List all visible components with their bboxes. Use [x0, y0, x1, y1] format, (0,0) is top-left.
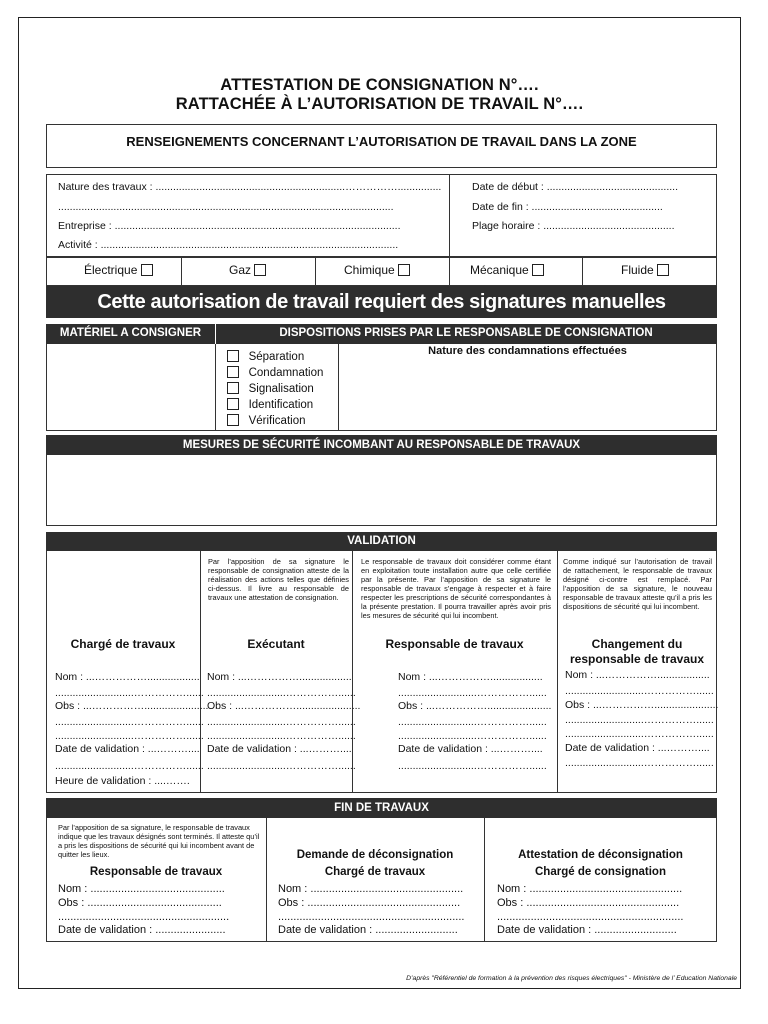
fin-divider: [266, 818, 267, 942]
validation-col2-line[interactable]: ...........................……………......: [207, 687, 356, 699]
risk-divider: [315, 257, 316, 286]
disposition-verification[interactable]: [227, 414, 305, 427]
checkbox-fluide[interactable]: [657, 264, 669, 276]
validation-col2-line[interactable]: ...........................……………......: [207, 716, 356, 728]
validation-col4-line[interactable]: Nom : ...……………..................: [565, 669, 710, 681]
info-header: RENSEIGNEMENTS CONCERNANT L’AUTORISATION DE TRAVAIL DANS LA ZONE: [126, 134, 637, 149]
fin-divider: [484, 818, 485, 942]
attestation-title: Attestation de déconsignation: [518, 849, 683, 861]
info-divider: [449, 174, 450, 257]
validation-col2-line[interactable]: Obs : ...……………......................: [207, 700, 361, 712]
responsable-paragraph: Le responsable de travaux doit considérer comme étant en exploitation toute installation autre que celle certifiée par la présente. Par l’apposition de sa signature le responsable de travaux s’engage à respecter et à faire respecter les prescriptions de sécurité correspondantes à la présente prestation. Il pourra travailler après avoir pris les mesures de sécurité qui lui incombent.: [361, 557, 551, 620]
demande-title: Demande de déconsignation: [296, 849, 454, 861]
attestation-subtitle: Chargé de consignation: [535, 866, 666, 878]
validation-col1-line[interactable]: Heure de validation : ....…….: [55, 775, 190, 787]
checkbox-electrique[interactable]: [141, 264, 153, 276]
validation-col3-line[interactable]: Obs : ...……………......................: [398, 700, 552, 712]
disposition-identification[interactable]: [227, 398, 313, 411]
validation-col1-line[interactable]: ...........................……………......: [55, 760, 204, 772]
validation-col3-line[interactable]: ...........................……………......: [398, 760, 547, 772]
validation-col1-line[interactable]: Obs : ...……………......................: [55, 700, 209, 712]
validation-col2-line[interactable]: Nom : ...……………..................: [207, 671, 352, 683]
date-fin-field[interactable]: Date de fin : .............................................: [472, 201, 663, 213]
risk-divider: [449, 257, 450, 286]
executant-title: Exécutant: [247, 637, 305, 651]
nature-field[interactable]: Nature des travaux : .................................................................……………...............: [58, 181, 442, 193]
validation-col1-line[interactable]: Nom : ...……………..................: [55, 671, 200, 683]
charge-travaux-title: Chargé de travaux: [70, 637, 176, 651]
validation-col3-line[interactable]: ...........................……………......: [398, 716, 547, 728]
dispositions-divider: [338, 344, 339, 431]
fin-travaux-header: FIN DE TRAVAUX: [46, 798, 717, 818]
risk-fluide[interactable]: [621, 263, 669, 277]
risk-label: Mécanique: [470, 263, 529, 277]
fin-col1-line[interactable]: Obs : ............................................: [58, 897, 222, 909]
risk-gaz[interactable]: [229, 263, 266, 277]
fin-col3-line[interactable]: Date de validation : ...........................: [497, 924, 677, 936]
disposition-signalisation[interactable]: [227, 382, 314, 395]
checkbox-separation[interactable]: [227, 350, 239, 362]
checkbox-mecanique[interactable]: [532, 264, 544, 276]
disposition-label: Signalisation: [248, 383, 314, 395]
validation-divider: [557, 551, 558, 793]
document-title-line1: ATTESTATION DE CONSIGNATION N°….: [220, 76, 539, 94]
checkbox-chimique[interactable]: [398, 264, 410, 276]
risk-electrique[interactable]: [84, 263, 153, 277]
validation-col4-line[interactable]: ...........................……………......: [565, 757, 714, 769]
risk-label: Chimique: [344, 263, 395, 277]
fin-col3-line[interactable]: Nom : ..................................................: [497, 883, 683, 895]
fin-col2-line[interactable]: .............................................................: [278, 911, 465, 923]
checkbox-verification[interactable]: [227, 414, 239, 426]
validation-divider: [352, 551, 353, 793]
validation-col1-line[interactable]: Date de validation : ...………....: [55, 743, 200, 755]
dispositions-header: DISPOSITIONS PRISES PAR LE RESPONSABLE DE CONSIGNATION: [279, 327, 653, 339]
info-header-box: [46, 124, 717, 168]
entreprise-field[interactable]: Entreprise : ..................................................................................................: [58, 220, 401, 232]
date-debut-field[interactable]: Date de début : .............................................: [472, 181, 678, 193]
validation-col3-line[interactable]: Date de validation : ...………....: [398, 743, 543, 755]
validation-col3-line[interactable]: ...........................……………......: [398, 730, 547, 742]
fin-col2-line[interactable]: Nom : ..................................................: [278, 883, 464, 895]
disposition-label: Vérification: [248, 415, 306, 427]
risk-mecanique[interactable]: [470, 263, 544, 277]
validation-col2-line[interactable]: ...........................……………......: [207, 730, 356, 742]
fin-col3-line[interactable]: Obs : ..................................................: [497, 897, 680, 909]
validation-divider: [200, 551, 201, 793]
validation-col4-line[interactable]: ...........................……………......: [565, 728, 714, 740]
changement-paragraph: Comme indiqué sur l’autorisation de travail de rattachement, le responsable de travaux désigné ci-contre est remplacé. Par l’apposition de sa signature, le nouveau responsable de travaux atteste qu’il a pris les dispositions de sécurité qui lui incombent.: [563, 557, 712, 611]
fin-col1-line[interactable]: ........................................................: [58, 911, 230, 923]
changement-title-line1: Changement du: [591, 637, 683, 651]
fin-responsable-title: Responsable de travaux: [89, 866, 223, 878]
validation-col1-line[interactable]: ...........................……………......: [55, 716, 204, 728]
fin-col2-line[interactable]: Obs : ..................................................: [278, 897, 461, 909]
disposition-separation[interactable]: [227, 350, 304, 363]
signature-banner: Cette autorisation de travail requiert des signatures manuelles: [46, 286, 717, 318]
fin-col1-line[interactable]: Nom : ............................................: [58, 883, 225, 895]
disposition-label: Identification: [248, 399, 314, 411]
validation-col4-line[interactable]: ...........................……………......: [565, 714, 714, 726]
checkbox-condamnation[interactable]: [227, 366, 239, 378]
validation-col4-line[interactable]: ...........................……………......: [565, 685, 714, 697]
demande-subtitle: Chargé de travaux: [324, 866, 426, 878]
fin-col2-line[interactable]: Date de validation : ...........................: [278, 924, 458, 936]
materiel-divider: [215, 344, 216, 431]
checkbox-signalisation[interactable]: [227, 382, 239, 394]
validation-col3-line[interactable]: Nom : ...……………..................: [398, 671, 543, 683]
materiel-header: MATÉRIEL A CONSIGNER: [59, 327, 202, 339]
validation-header: VALIDATION: [46, 532, 717, 551]
validation-col4-line[interactable]: Date de validation : ...………....: [565, 742, 710, 754]
validation-col2-line[interactable]: Date de validation : ...………....: [207, 743, 352, 755]
responsable-travaux-title: Responsable de travaux: [385, 637, 524, 651]
activite-field[interactable]: Activité : ......................................................................................................: [58, 239, 399, 251]
condamnations-header: Nature des condamnations effectuées: [428, 345, 627, 357]
risk-label: Gaz: [229, 263, 252, 277]
validation-col4-line[interactable]: Obs : ...……………......................: [565, 699, 719, 711]
disposition-label: Condamnation: [248, 367, 324, 379]
fin-col3-line[interactable]: .............................................................: [497, 911, 684, 923]
document-title-line2: RATTACHÉE À L’AUTORISATION DE TRAVAIL N°….: [175, 95, 584, 113]
fin-paragraph: Par l’apposition de sa signature, le responsable de travaux indique que les travaux désignés sont terminés. Il atteste qu’il a pris les dispositions de sécurité qui lui incombent avant de quitter les lieux.: [58, 823, 260, 859]
changement-title-line2: responsable de travaux: [569, 652, 705, 666]
validation-col1-line[interactable]: ...........................……………......: [55, 730, 204, 742]
risk-label: Fluide: [621, 263, 654, 277]
validation-col3-line[interactable]: ...........................……………......: [398, 687, 547, 699]
risk-label: Électrique: [84, 263, 138, 277]
nature-field-continued[interactable]: ...................................................................................................................: [58, 201, 394, 213]
risk-divider: [181, 257, 182, 286]
footer-credit: D’après "Référentiel de formation à la prévention des risques électriques" - Ministère de l’ Education Nationale: [406, 975, 737, 982]
risk-divider: [582, 257, 583, 286]
risk-chimique[interactable]: [344, 263, 410, 277]
executant-paragraph: Par l’apposition de sa signature le responsable de consignation atteste de la réalisation des actions telles que définies ci-dessus. Il livre au responsable de travaux une attestation de consignation.: [208, 557, 349, 602]
disposition-condamnation[interactable]: [227, 366, 323, 379]
mesures-header: MESURES DE SÉCURITÉ INCOMBANT AU RESPONSABLE DE TRAVAUX: [46, 435, 717, 455]
validation-col1-line[interactable]: ...........................……………......: [55, 687, 204, 699]
checkbox-gaz[interactable]: [254, 264, 266, 276]
plage-horaire-field[interactable]: Plage horaire : .............................................: [472, 220, 675, 232]
disposition-label: Séparation: [248, 351, 305, 363]
fin-col1-line[interactable]: Date de validation : .......................: [58, 924, 226, 936]
validation-col2-line[interactable]: ...........................……………......: [207, 760, 356, 772]
checkbox-identification[interactable]: [227, 398, 239, 410]
